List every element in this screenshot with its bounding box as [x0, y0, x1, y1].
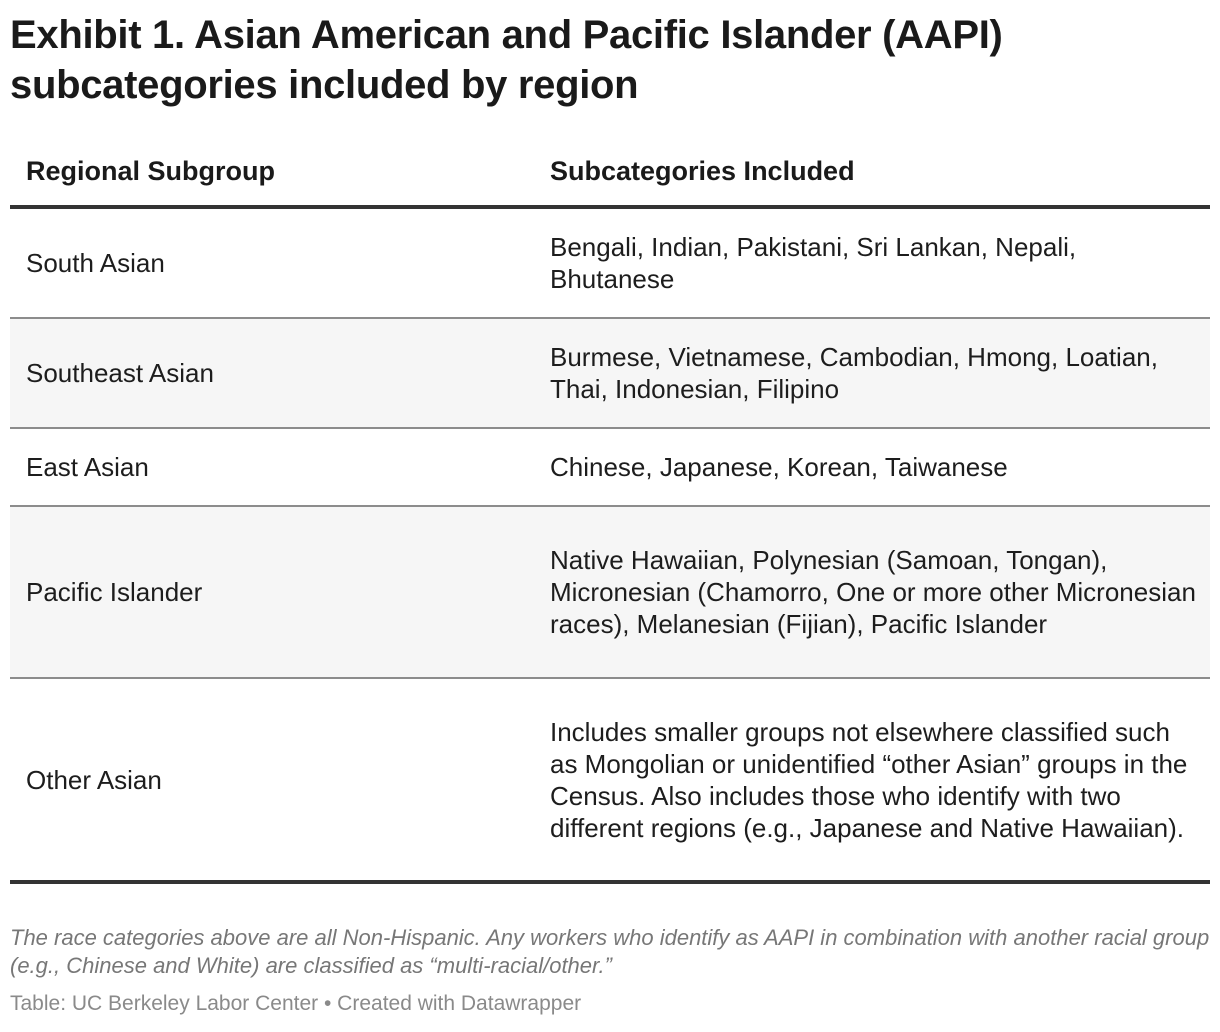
- table-row: [10, 318, 1210, 428]
- row-subcategories-cell: Includes smaller groups not elsewhere classified such as Mongolian or unidentified “other Asian” groups in the Census. Also includes those who identify with two different regions (e.g., Japanese and Native Hawaiian).: [533, 678, 1210, 882]
- row-group-cell: Pacific Islander: [10, 506, 533, 678]
- row-subcategories-cell: Bengali, Indian, Pakistani, Sri Lankan, Nepali, Bhutanese: [533, 207, 1210, 318]
- row-subcategories-cell: Native Hawaiian, Polynesian (Samoan, Tongan), Micronesian (Chamorro, One or more other Micronesian races), Melanesian (Fijian), Pacific Islander: [533, 506, 1210, 678]
- data-table: [10, 156, 1210, 884]
- table-row: [10, 678, 1210, 882]
- row-group-cell: South Asian: [10, 207, 533, 318]
- table-row: [10, 428, 1210, 506]
- row-group-cell: Other Asian: [10, 678, 533, 882]
- table-notes: The race categories above are all Non-Hispanic. Any workers who identify as AAPI in combination with another racial group (e.g., Chinese and White) are classified as “multi-racial/other.”: [10, 925, 1210, 978]
- row-subcategories-cell: Chinese, Japanese, Korean, Taiwanese: [533, 428, 1210, 506]
- column-header-regional-subgroup: Regional Subgroup: [10, 156, 533, 207]
- column-header-subcategories: Subcategories Included: [533, 156, 1210, 207]
- row-group-cell: Southeast Asian: [10, 318, 533, 428]
- row-group-cell: East Asian: [10, 428, 533, 506]
- table-header-row: [10, 156, 1210, 207]
- table-source: Table: UC Berkeley Labor Center • Created with Datawrapper: [10, 992, 582, 1015]
- table-row: [10, 506, 1210, 678]
- table-figure: [10, 10, 1210, 1018]
- page-title: Exhibit 1. Asian American and Pacific Islander (AAPI) subcategories included by region: [10, 13, 1003, 107]
- row-subcategories-cell: Burmese, Vietnamese, Cambodian, Hmong, Loatian, Thai, Indonesian, Filipino: [533, 318, 1210, 428]
- table-row: [10, 207, 1210, 318]
